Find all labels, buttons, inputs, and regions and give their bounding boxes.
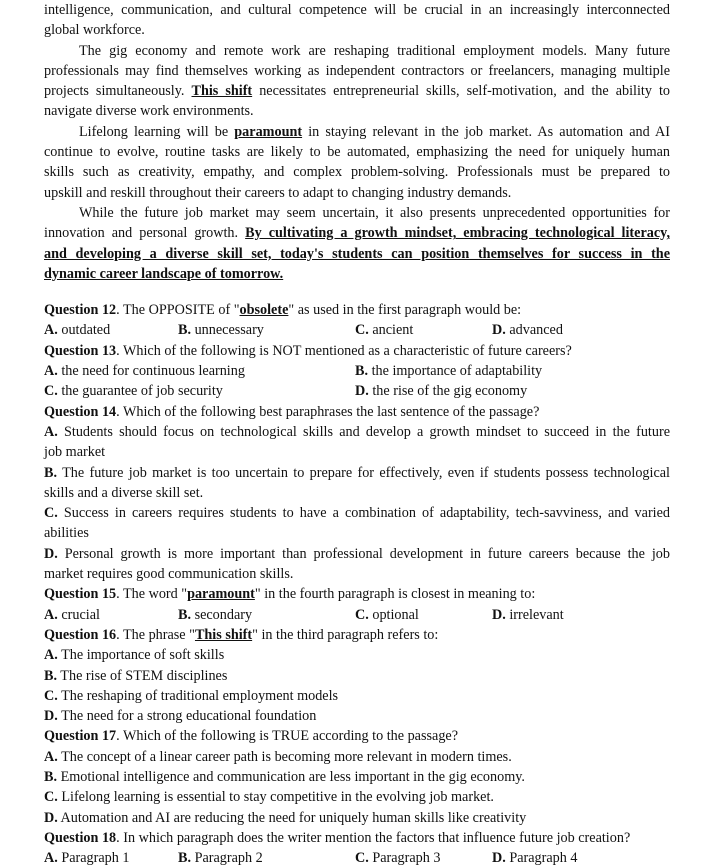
text: Lifelong learning will be — [79, 123, 229, 140]
option-d[interactable]: D. The need for a strong educational foundation — [44, 708, 317, 725]
option-b[interactable]: B. Emotional intelligence and communication are less important in the gig economy. — [44, 768, 525, 785]
option-c[interactable]: C. Lifelong learning is essential to stay competitive in the evolving job market. — [44, 789, 494, 806]
text: . Which of the following is NOT mentioned as a characteristic of future careers? — [116, 342, 572, 359]
option-a[interactable]: A. the need for continuous learning — [44, 363, 245, 380]
text: necessitates entrepreneurial skills, self-motivation, and the ability to — [259, 83, 671, 100]
paragraph-5 — [44, 203, 670, 284]
text: . The OPPOSITE of " — [116, 302, 240, 319]
question-stem — [44, 726, 670, 746]
text: " as used in the first paragraph would be: — [288, 302, 522, 319]
question-17 — [44, 726, 670, 827]
question-number: Question 14 — [44, 403, 117, 420]
options-row — [44, 848, 670, 868]
question-number: Question 18 — [44, 829, 117, 846]
text: " in the third paragraph refers to: — [252, 626, 439, 643]
option-d[interactable]: D. irrelevant — [492, 606, 564, 623]
question-stem — [44, 402, 670, 422]
question-stem — [44, 341, 670, 361]
question-number: Question 15 — [44, 586, 117, 603]
question-stem — [44, 828, 670, 848]
option-d[interactable]: D. Personal growth is more important than professional development in future careers because the job market requires good communication skills. — [44, 545, 670, 583]
option-c[interactable]: C. Paragraph 3 — [355, 850, 441, 867]
key-word: obsolete — [239, 302, 289, 319]
question-13 — [44, 341, 670, 402]
option-b[interactable]: B. the importance of adaptability — [355, 363, 543, 380]
option-c[interactable]: C. The reshaping of traditional employment models — [44, 687, 339, 704]
passage-line: global workforce. — [44, 22, 145, 39]
option-c[interactable]: C. optional — [355, 606, 419, 623]
option-a[interactable]: A. Students should focus on technological skills and develop a growth mindset to succeed in the future job market — [44, 423, 670, 461]
option-a[interactable]: A. The concept of a linear career path is becoming more relevant in modern times. — [44, 748, 512, 765]
option-b[interactable]: B. secondary — [178, 606, 253, 623]
option-c[interactable]: C. the guarantee of job security — [44, 383, 223, 400]
option-d[interactable]: D. the rise of the gig economy — [355, 383, 528, 400]
question-15 — [44, 584, 670, 625]
option-a[interactable]: A. Paragraph 1 — [44, 850, 130, 867]
option-a[interactable]: A. The importance of soft skills — [44, 647, 225, 664]
document-page — [44, 0, 670, 868]
options-row — [44, 605, 670, 625]
underlined-word-paramount: paramount — [234, 123, 303, 140]
option-d[interactable]: D. Automation and AI are reducing the need for uniquely human skills like creativity — [44, 809, 527, 826]
options-row — [44, 320, 670, 340]
underlined-last-sentence: dynamic career landscape of tomorrow. — [44, 265, 284, 282]
text: . Which of the following is TRUE according to the passage? — [116, 728, 459, 745]
question-14 — [44, 402, 670, 585]
underlined-last-sentence: By cultivating a growth mindset, embracing technological literacy, — [245, 225, 670, 242]
option-d[interactable]: D. advanced — [492, 322, 563, 339]
underlined-last-sentence: and developing a diverse skill set, today's students can position themselves for success in the — [44, 245, 670, 262]
question-18 — [44, 828, 670, 868]
question-stem — [44, 584, 670, 604]
option-b[interactable]: B. The future job market is too uncertain to prepare for effectively, even if students possess technological skills and a diverse skill set. — [44, 464, 670, 501]
passage-line: navigate diverse work environments. — [44, 103, 254, 120]
option-a[interactable]: A. outdated — [44, 322, 111, 339]
option-d[interactable]: D. Paragraph 4 — [492, 850, 578, 867]
option-c[interactable]: C. ancient — [355, 322, 414, 339]
option-b[interactable]: B. The rise of STEM disciplines — [44, 667, 228, 684]
paragraph-3 — [44, 41, 670, 122]
passage-line: While the future job market may seem uncertain, it also presents unprecedented opportunities for — [79, 204, 670, 221]
text: . The word " — [116, 586, 188, 603]
question-stem — [44, 625, 670, 645]
paragraph-4 — [44, 122, 670, 203]
options-row — [44, 381, 670, 401]
passage-line: The gig economy and remote work are reshaping traditional employment models. Many future — [79, 42, 670, 59]
passage-line: professionals may find themselves working as independent contractors or freelancers, managing multiple — [44, 62, 670, 79]
text: . In which paragraph does the writer mention the factors that influence future job creation? — [116, 829, 631, 846]
passage-line — [44, 122, 670, 142]
question-16 — [44, 625, 670, 726]
passage-line: upskill and reskill throughout their careers to adapt to changing industry demands. — [44, 184, 512, 201]
question-number: Question 17 — [44, 728, 117, 745]
text: in staying relevant in the job market. As automation and AI — [308, 123, 671, 140]
key-word: paramount — [187, 586, 255, 603]
passage-line — [44, 81, 670, 101]
passage-line — [44, 223, 670, 243]
question-number: Question 13 — [44, 342, 117, 359]
passage-line: skills such as creativity, empathy, and complex problem-solving. Professionals must be prepared to — [44, 164, 670, 181]
key-phrase: This shift — [194, 626, 253, 643]
underlined-phrase-this-shift: This shift — [191, 83, 253, 100]
text: " in the fourth paragraph is closest in meaning to: — [254, 586, 536, 603]
passage-line: intelligence, communication, and cultural competence will be crucial in an increasingly interconnected — [44, 2, 670, 18]
question-12 — [44, 300, 670, 341]
passage — [44, 0, 670, 284]
text: projects simultaneously. — [44, 83, 185, 100]
option-b[interactable]: B. Paragraph 2 — [178, 850, 263, 867]
question-number: Question 12 — [44, 302, 117, 319]
question-stem — [44, 300, 670, 320]
text: innovation and personal growth. — [44, 225, 239, 242]
option-a[interactable]: A. crucial — [44, 606, 100, 623]
text: . The phrase " — [116, 626, 195, 643]
options-row — [44, 361, 670, 381]
question-number: Question 16 — [44, 626, 117, 643]
text: . Which of the following best paraphrases the last sentence of the passage? — [116, 403, 540, 420]
passage-line: continue to evolve, routine tasks are likely to be automated, emphasizing the need for uniquely human — [44, 144, 670, 161]
option-b[interactable]: B. unnecessary — [178, 322, 264, 339]
option-c[interactable]: C. Success in careers requires students to have a combination of adaptability, tech-savviness, and varied abilities — [44, 505, 670, 542]
